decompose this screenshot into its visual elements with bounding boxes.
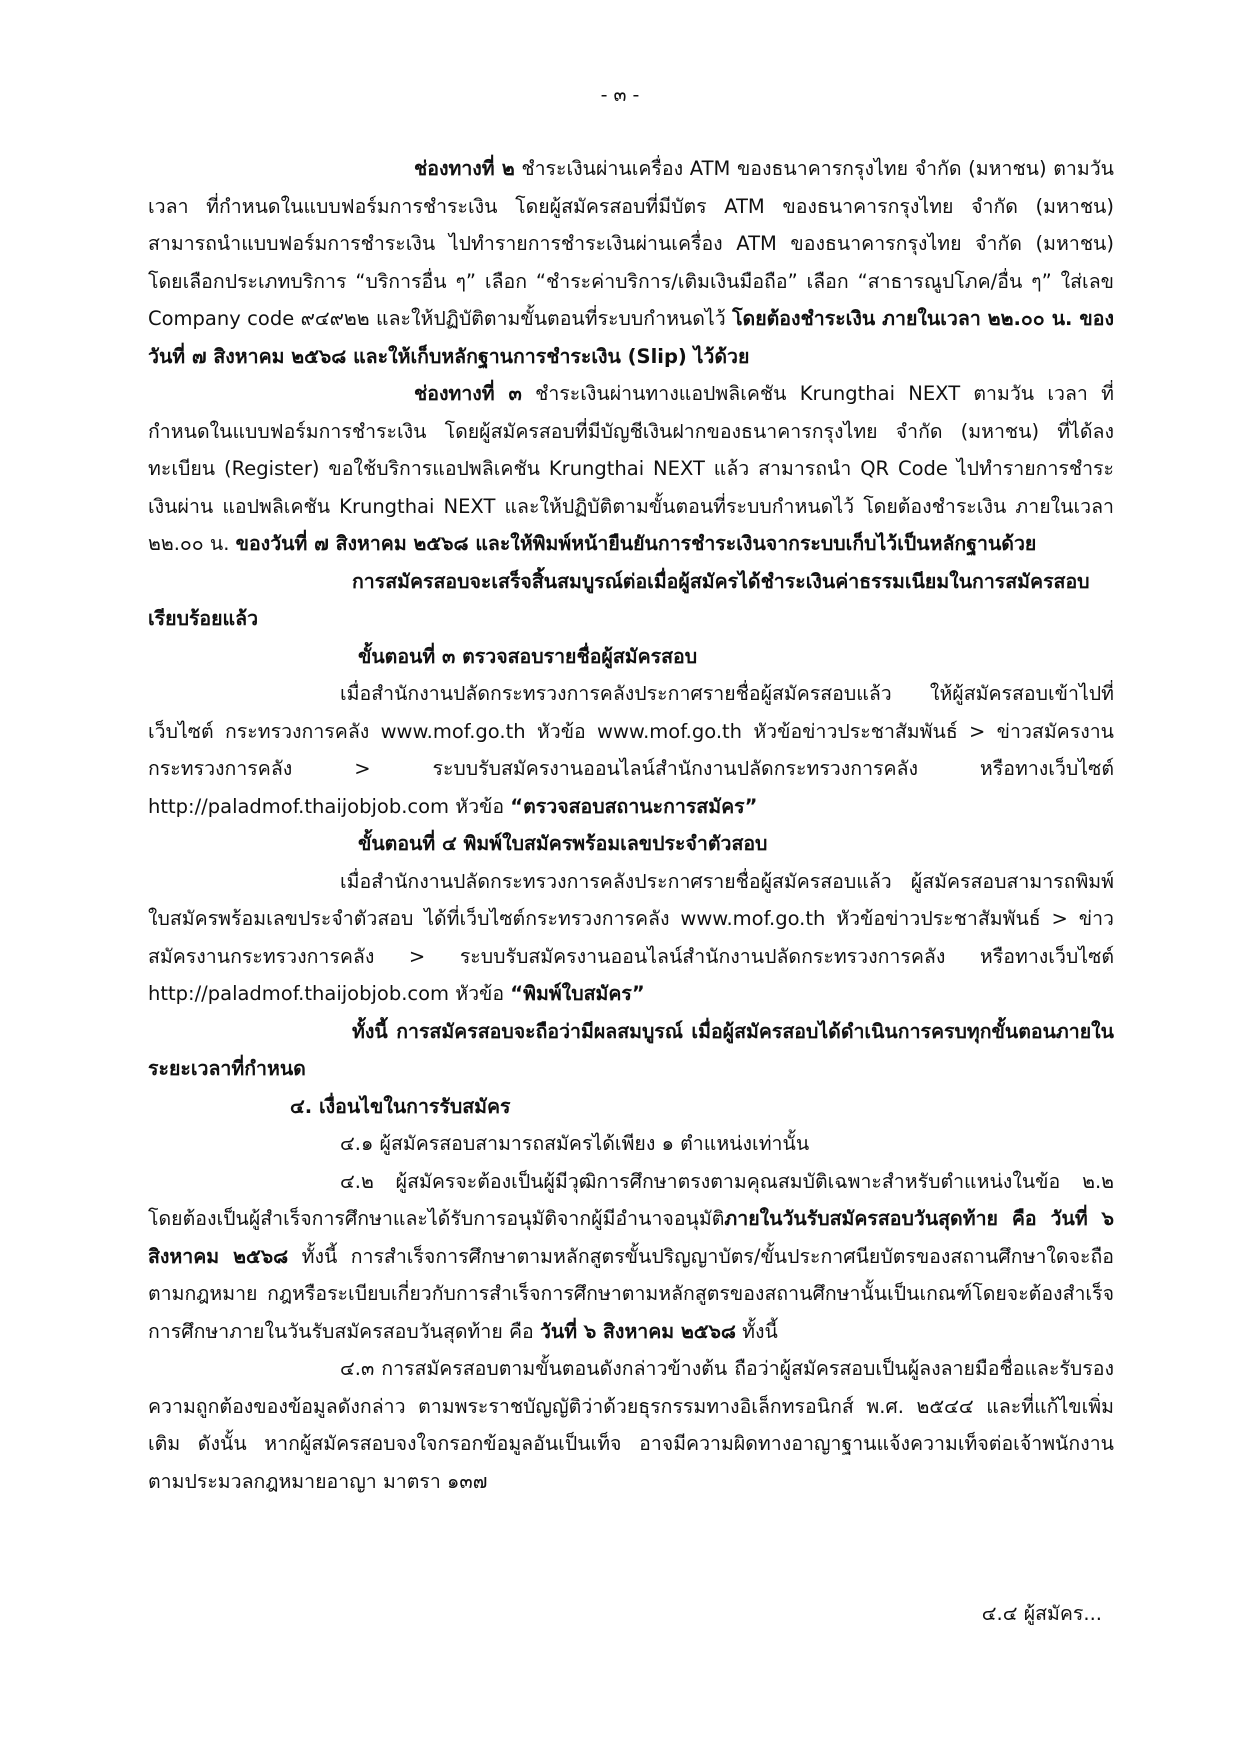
paragraph-completion: การสมัครสอบจะเสร็จสิ้นสมบูรณ์ต่อเมื่อผู้สมัครได้ชำระเงินค่าธรรมเนียมในการสมัครสอบเรียบร้อยแล้ว bbox=[148, 569, 1090, 630]
document-body bbox=[148, 150, 1114, 1500]
condition-4-2-text-a: ๔.๒ ผู้สมัครจะต้องเป็นผู้มีวุฒิการศึกษาตรงตามคุณสมบัติเฉพาะสำหรับตำแหน่งในข้อ ๒.๒ โดยต้องเป็นผู้สำเร็จการศึกษาและได้รับการอนุมัติจากผู้มีอำนาจอนุมัติ bbox=[148, 1169, 1114, 1230]
paragraph-step-4 bbox=[148, 863, 1114, 1013]
channel-3-text: ชำระเงินผ่านทางแอปพลิเคชัน Krungthai NEXT ตามวัน เวลา ที่กำหนดในแบบฟอร์มการชำระเงิน โดยผู้สมัครสอบที่มีบัญชีเงินฝากของธนาคารกรุงไทย จำกัด (มหาชน) ที่ได้ลงทะเบียน (Register) ขอใช้บริการแอปพลิเคชัน Krungthai NEXT แล้ว สามารถนำ QR Code ไปทำรายการชำระเงินผ่าน แอปพลิเคชัน Krungthai NEXT และให้ปฏิบัติตามขั้นตอนที่ระบบกำหนดไว้ โดยต้องชำระเงิน ภายในเวลา ๒๒.๐๐ น. bbox=[148, 382, 1114, 555]
step-3-heading: ขั้นตอนที่ ๓ ตรวจสอบรายชื่อผู้สมัครสอบ bbox=[358, 644, 698, 668]
condition-4-2-text-e: ทั้งนี้ bbox=[735, 1319, 778, 1343]
step-4-link-title: “พิมพ์ใบสมัคร” bbox=[510, 982, 645, 1005]
channel-2-deadline: โดยต้องชำระเงิน ภายในเวลา ๒๒.๐๐ น. ของวันที่ ๗ สิงหาคม ๒๕๖๘ และให้เก็บหลักฐานการชำระเงิน (Slip) ไว้ด้วย bbox=[148, 307, 1114, 368]
condition-4-1: ๔.๑ ผู้สมัครสอบสามารถสมัครได้เพียง ๑ ตำแหน่งเท่านั้น bbox=[340, 1132, 810, 1155]
condition-4-2 bbox=[148, 1163, 1114, 1351]
page-number: - ๓ - bbox=[600, 84, 640, 106]
paragraph-validity: ทั้งนี้ การสมัครสอบจะถือว่ามีผลสมบูรณ์ เมื่อผู้สมัครสอบได้ดำเนินการครบทุกขั้นตอนภายในระยะเวลาที่กำหนด bbox=[148, 1019, 1114, 1080]
step-3-text: เมื่อสำนักงานปลัดกระทรวงการคลังประกาศรายชื่อผู้สมัครสอบแล้ว ให้ผู้สมัครสอบเข้าไปที่เว็บไซต์ กระทรวงการคลัง www.mof.go.th หัวข้อ www.mof.go.th หัวข้อข่าวประชาสัมพันธ์ > ข่าวสมัครงานกระทรวงการคลัง > ระบบรับสมัครงานออนไลน์สำนักงานปลัดกระทรวงการคลัง หรือทางเว็บไซต์ http://paladmof.thaijobjob.com หัวข้อ bbox=[148, 682, 1114, 818]
condition-4-2-date: วันที่ ๖ สิงหาคม ๒๕๖๘ bbox=[539, 1319, 736, 1343]
next-page-reference: ๔.๔ ผู้สมัคร... bbox=[981, 1602, 1102, 1625]
channel-2-label: ช่องทางที่ ๒ bbox=[414, 157, 515, 180]
condition-4-3: ๔.๓ การสมัครสอบตามขั้นตอนดังกล่าวข้างต้น ถือว่าผู้สมัครสอบเป็นผู้ลงลายมือชื่อและรับรองความถูกต้องของข้อมูลดังกล่าว ตามพระราชบัญญัติว่าด้วยธุรกรรมทางอิเล็กทรอนิกส์ พ.ศ. ๒๕๔๔ และที่แก้ไขเพิ่มเติม ดังนั้น หากผู้สมัครสอบจงใจกรอกข้อมูลอันเป็นเท็จ อาจมีความผิดทางอาญาฐานแจ้งความเท็จต่อเจ้าพนักงานตามประมวลกฎหมายอาญา มาตรา ๑๓๗ bbox=[148, 1357, 1114, 1493]
paragraph-step-3 bbox=[148, 675, 1114, 825]
condition-4-2-text-c: ทั้งนี้ การสำเร็จการศึกษาตามหลักสูตรขั้นปริญญาบัตร/ขั้นประกาศนียบัตรของสถานศึกษาใดจะถือตามกฎหมาย กฎหรือระเบียบเกี่ยวกับการสำเร็จการศึกษาตามหลักสูตรของสถานศึกษานั้นเป็นเกณฑ์โดยจะต้องสำเร็จการศึกษาภายในวันรับสมัครสอบวันสุดท้าย คือ bbox=[148, 1244, 1114, 1343]
step-4-text: เมื่อสำนักงานปลัดกระทรวงการคลังประกาศรายชื่อผู้สมัครสอบแล้ว ผู้สมัครสอบสามารถพิมพ์ใบสมัครพร้อมเลขประจำตัวสอบ ได้ที่เว็บไซต์กระทรวงการคลัง www.mof.go.th หัวข้อข่าวประชาสัมพันธ์ > ข่าวสมัครงานกระทรวงการคลัง > ระบบรับสมัครงานออนไลน์สำนักงานปลัดกระทรวงการคลัง หรือทางเว็บไซต์ http://paladmof.thaijobjob.com หัวข้อ bbox=[148, 869, 1114, 1005]
step-3-link-title: “ตรวจสอบสถานะการสมัคร” bbox=[510, 794, 758, 818]
paragraph-atm-channel bbox=[148, 150, 1114, 375]
channel-3-deadline: ของวันที่ ๗ สิงหาคม ๒๕๖๘ และให้พิมพ์หน้ายืนยันการชำระเงินจากระบบเก็บไว้เป็นหลักฐานด้วย bbox=[235, 532, 1037, 555]
section-4-heading: ๔. เงื่อนไขในการรับสมัคร bbox=[290, 1094, 511, 1118]
channel-3-label: ช่องทางที่ ๓ bbox=[414, 382, 522, 405]
condition-4-2-deadline: ภายในวันรับสมัครสอบวันสุดท้าย คือ วันที่ ๖ สิงหาคม ๒๕๖๘ bbox=[148, 1207, 1114, 1268]
channel-2-text: ชำระเงินผ่านเครื่อง ATM ของธนาคารกรุงไทย จำกัด (มหาชน) ตามวัน เวลา ที่กำหนดในแบบฟอร์มการชำระเงิน โดยผู้สมัครสอบที่มีบัตร ATM ของธนาคารกรุงไทย จำกัด (มหาชน) สามารถนำแบบฟอร์มการชำระเงิน ไปทำรายการชำระเงินผ่านเครื่อง ATM ของธนาคารกรุงไทย จำกัด (มหาชน) โดยเลือกประเภทบริการ “บริการอื่น ๆ” เลือก “ชำระค่าบริการ/เติมเงินมือถือ” เลือก “สาธารณูปโภค/อื่น ๆ” ใส่เลข Company code ๙๔๙๒๒ และให้ปฏิบัติตามขั้นตอนที่ระบบกำหนดไว้ bbox=[148, 157, 1115, 330]
step-4-heading: ขั้นตอนที่ ๔ พิมพ์ใบสมัครพร้อมเลขประจำตัวสอบ bbox=[358, 832, 768, 855]
paragraph-app-channel bbox=[148, 375, 1114, 563]
